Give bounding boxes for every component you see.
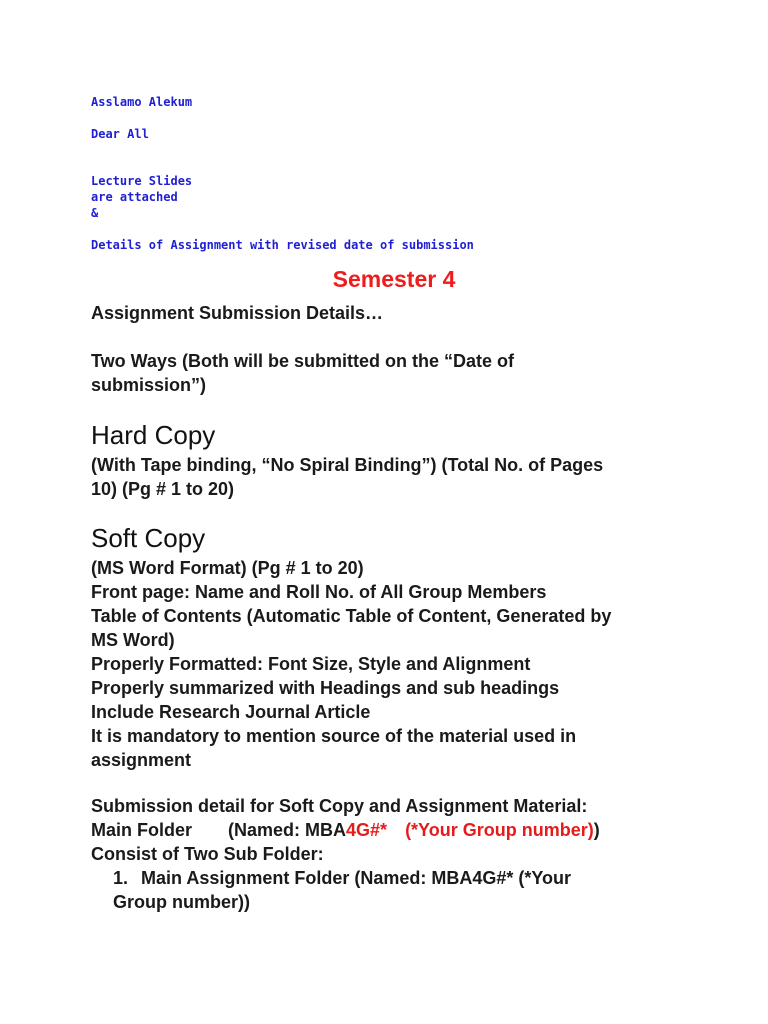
slides-line-1: Lecture Slides [91,174,193,188]
soft-copy-line: (MS Word Format) (Pg # 1 to 20) [91,558,364,578]
group-code: 4G#* [346,820,388,840]
submission-detail-line: Submission detail for Soft Copy and Assignment Material: [91,796,588,816]
soft-copy-text [91,556,731,772]
soft-copy-heading: Soft Copy [91,523,206,553]
submission-text [91,794,731,866]
soft-copy-line: Front page: Name and Roll No. of All Group Members [91,582,547,602]
subfolder-list [113,866,733,914]
main-folder-label: Main Folder [91,820,193,840]
soft-copy-line: Properly Formatted: Font Size, Style and Alignment [91,654,531,674]
list-number: 1. [113,868,129,888]
soft-copy-line: Table of Contents (Automatic Table of Content, Generated by [91,606,612,626]
soft-copy-line: MS Word) [91,630,175,650]
list-item-line-1: Main Assignment Folder (Named: MBA4G#* (*Your [141,868,572,888]
hard-copy-line-1: (With Tape binding, “No Spiral Binding”) (Total No. of Pages [91,455,604,475]
consist-line: Consist of Two Sub Folder: [91,844,324,864]
two-ways-text [91,349,731,397]
slides-line-2: are attached [91,190,178,204]
soft-copy-line: assignment [91,750,192,770]
named-prefix: (Named: MBA [228,820,347,840]
named-suffix: ) [593,820,600,840]
ampersand: & [91,206,99,220]
main-folder-line [91,818,731,842]
two-ways-line-1: Two Ways (Both will be submitted on the “Date of [91,351,514,371]
hard-copy-line-2: 10) (Pg # 1 to 20) [91,479,235,499]
dear-all: Dear All [91,127,149,141]
soft-copy-line: Properly summarized with Headings and sub headings [91,678,560,698]
two-ways-line-2: submission”) [91,375,207,395]
submission-details-heading: Assignment Submission Details… [91,303,384,323]
hard-copy-heading: Hard Copy [91,420,216,450]
salutation: Asslamo Alekum [91,95,193,109]
page-title: Semester 4 [332,266,456,292]
list-item [113,866,733,914]
soft-copy-line: It is mandatory to mention source of the material used in [91,726,577,746]
list-item-line-2: Group number)) [113,892,250,912]
soft-copy-line: Include Research Journal Article [91,702,371,722]
group-number-note: (*Your Group number) [405,820,594,840]
hard-copy-text [91,453,731,501]
assignment-details-note: Details of Assignment with revised date of submission [91,238,474,252]
